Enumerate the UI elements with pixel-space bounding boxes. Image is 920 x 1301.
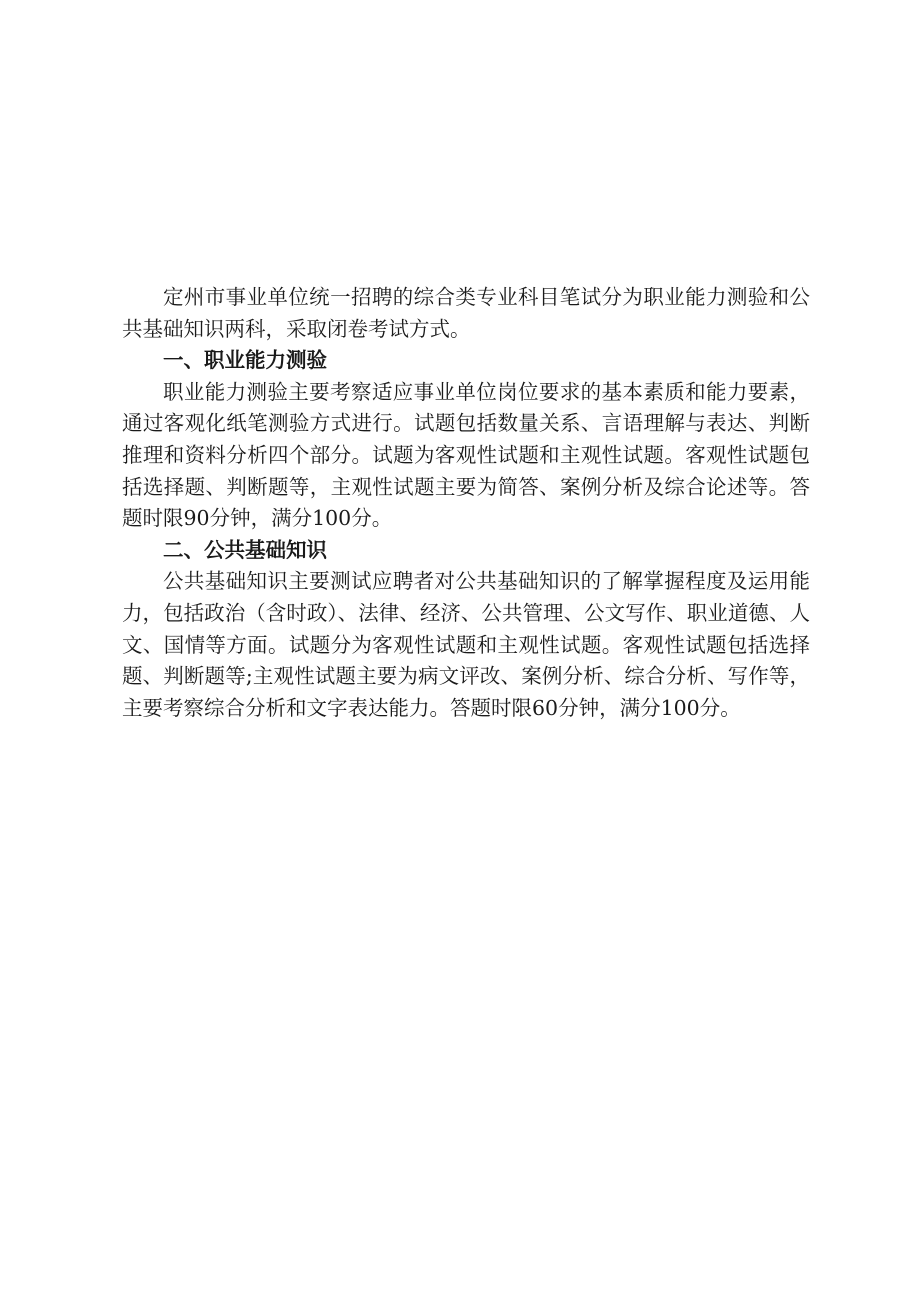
document-page: [122, 282, 810, 724]
section-body-vocational-ability: 职业能力测验主要考察适应事业单位岗位要求的基本素质和能力要素，通过客观化纸笔测验方式进行。试题包括数量关系、言语理解与表达、判断推理和资料分析四个部分。试题为客观性试题和主观性试题。客观性试题包括选择题、判断题等，主观性试题主要为简答、案例分析及综合论述等。答题时限90分钟，满分100分。: [122, 379, 810, 531]
section-body-public-basic-knowledge: 公共基础知识主要测试应聘者对公共基础知识的了解掌握程度及运用能力，包括政治（含时政）、法律、经济、公共管理、公文写作、职业道德、人文、国情等方面。试题分为客观性试题和主观性试题。客观性试题包括选择题、判断题等;主观性试题主要为病文评改、案例分析、综合分析、写作等，主要考察综合分析和文字表达能力。答题时限60分钟，满分100分。: [122, 569, 810, 720]
section-heading-public-basic-knowledge: 二、公共基础知识: [163, 537, 327, 562]
intro-paragraph: 定州市事业单位统一招聘的综合类专业科目笔试分为职业能力测验和公共基础知识两科，采取闭卷考试方式。: [122, 285, 810, 341]
section-heading-vocational-ability: 一、职业能力测验: [163, 348, 327, 373]
